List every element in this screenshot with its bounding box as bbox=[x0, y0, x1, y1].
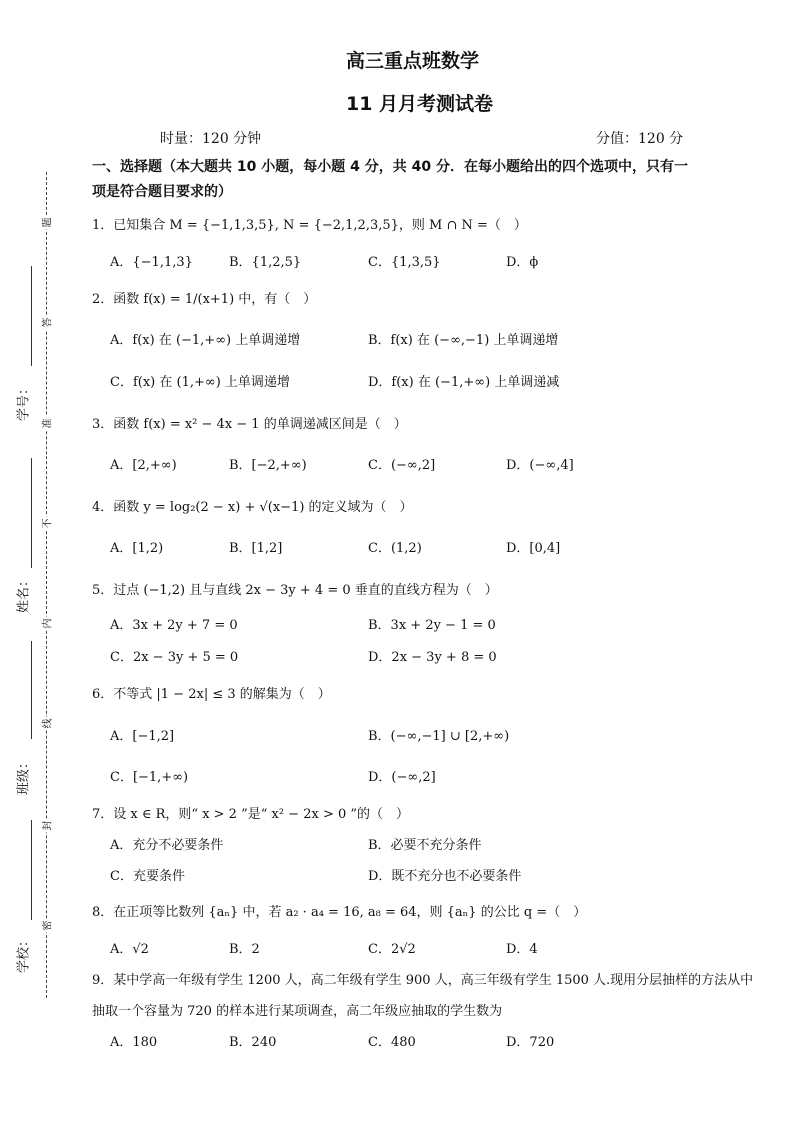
q6-option-b[interactable]: B．(−∞,−1] ∪ [2,+∞) bbox=[368, 729, 510, 744]
q3-option-b[interactable]: B．[−2,+∞) bbox=[229, 458, 307, 473]
page-subtitle: 11 月月考测试卷 bbox=[346, 93, 494, 115]
name-label: 姓名： bbox=[16, 574, 32, 614]
q2-option-d[interactable]: D．f(x) 在 (−1,+∞) 上单调递减 bbox=[368, 375, 560, 390]
q6-option-d[interactable]: D．(−∞,2] bbox=[368, 770, 436, 785]
q1-option-a[interactable]: A．{−1,1,3} bbox=[110, 255, 193, 270]
class-label: 班级： bbox=[16, 756, 32, 796]
question-5: 5．过点 (−1,2) 且与直线 2x − 3y + 4 = 0 垂直的直线方程为（ ） bbox=[92, 583, 498, 598]
q3-option-d[interactable]: D．(−∞,4] bbox=[506, 458, 574, 473]
seal-char: 线 bbox=[39, 717, 54, 731]
q2-option-b[interactable]: B．f(x) 在 (−∞,−1) 上单调递增 bbox=[368, 333, 559, 348]
q5-option-c[interactable]: C．2x − 3y + 5 = 0 bbox=[110, 650, 239, 665]
time-limit: 时量：120 分钟 bbox=[160, 131, 262, 147]
section-heading-cont: 项是符合题目要求的） bbox=[92, 184, 232, 200]
q8-option-a[interactable]: A．√2 bbox=[110, 942, 149, 957]
question-1: 1．已知集合 M = {−1,1,3,5}, N = {−2,1,2,3,5}，则 M ∩ N =（ ） bbox=[92, 218, 527, 233]
question-9-cont: 抽取一个容量为 720 的样本进行某项调查，高二年级应抽取的学生数为 bbox=[92, 1004, 503, 1019]
q9-option-d[interactable]: D．720 bbox=[506, 1035, 555, 1050]
q4-option-d[interactable]: D．[0,4] bbox=[506, 541, 561, 556]
q6-option-a[interactable]: A．[−1,2] bbox=[110, 729, 175, 744]
q6-option-c[interactable]: C．[−1,+∞) bbox=[110, 770, 189, 785]
seal-char: 密 bbox=[39, 919, 54, 933]
q1-option-c[interactable]: C．{1,3,5} bbox=[368, 255, 441, 270]
question-2: 2．函数 f(x) = 1/(x+1) 中，有（ ） bbox=[92, 292, 317, 307]
seal-char: 答 bbox=[39, 316, 54, 330]
q1-option-b[interactable]: B．{1,2,5} bbox=[229, 255, 302, 270]
question-9: 9．某中学高一年级有学生 1200 人，高二年级有学生 900 人，高三年级有学生 1500 人.现用分层抽样的方法从中 bbox=[92, 973, 754, 988]
q5-option-b[interactable]: B．3x + 2y − 1 = 0 bbox=[368, 618, 496, 633]
q8-option-c[interactable]: C．2√2 bbox=[368, 942, 416, 957]
seal-char: 题 bbox=[39, 216, 54, 230]
q5-option-d[interactable]: D．2x − 3y + 8 = 0 bbox=[368, 650, 497, 665]
question-3: 3．函数 f(x) = x² − 4x − 1 的单调递减区间是（ ） bbox=[92, 417, 407, 432]
q9-option-a[interactable]: A．180 bbox=[110, 1035, 158, 1050]
q9-option-b[interactable]: B．240 bbox=[229, 1035, 277, 1050]
q4-option-c[interactable]: C．(1,2) bbox=[368, 541, 422, 556]
school-label: 学校： bbox=[16, 934, 32, 974]
section-heading: 一、选择题（本大题共 10 小题，每小题 4 分，共 40 分．在每小题给出的四个选项中，只有一 bbox=[92, 159, 688, 175]
q2-option-a[interactable]: A．f(x) 在 (−1,+∞) 上单调递增 bbox=[110, 333, 301, 348]
q5-option-a[interactable]: A．3x + 2y + 7 = 0 bbox=[110, 618, 238, 633]
q4-option-a[interactable]: A．[1,2) bbox=[110, 541, 164, 556]
seal-char: 内 bbox=[39, 617, 54, 631]
q7-option-b[interactable]: B．必要不充分条件 bbox=[368, 838, 482, 853]
question-8: 8．在正项等比数列 {aₙ} 中，若 a₂ · a₄ = 16, a₈ = 64，则 {aₙ} 的公比 q =（ ） bbox=[92, 905, 587, 920]
seal-char: 准 bbox=[39, 417, 54, 431]
seal-char: 不 bbox=[39, 517, 54, 531]
q7-option-c[interactable]: C．充要条件 bbox=[110, 869, 185, 884]
q8-option-b[interactable]: B．2 bbox=[229, 942, 260, 957]
q9-option-c[interactable]: C．480 bbox=[368, 1035, 416, 1050]
question-6: 6．不等式 |1 − 2x| ≤ 3 的解集为（ ） bbox=[92, 687, 331, 702]
q4-option-b[interactable]: B．[1,2] bbox=[229, 541, 283, 556]
q7-option-a[interactable]: A．充分不必要条件 bbox=[110, 838, 224, 853]
q8-option-d[interactable]: D．4 bbox=[506, 942, 538, 957]
q3-option-c[interactable]: C．(−∞,2] bbox=[368, 458, 436, 473]
seal-char: 封 bbox=[39, 819, 54, 833]
question-4: 4．函数 y = log₂(2 − x) + √(x−1) 的定义域为（ ） bbox=[92, 500, 413, 515]
q2-option-c[interactable]: C．f(x) 在 (1,+∞) 上单调递增 bbox=[110, 375, 290, 390]
student-id-label: 学号： bbox=[16, 382, 32, 422]
q1-option-d[interactable]: D．ϕ bbox=[506, 255, 539, 270]
q3-option-a[interactable]: A．[2,+∞) bbox=[110, 458, 177, 473]
q7-option-d[interactable]: D．既不充分也不必要条件 bbox=[368, 869, 522, 884]
page-title: 高三重点班数学 bbox=[346, 50, 480, 72]
total-score: 分值：120 分 bbox=[596, 131, 684, 147]
question-7: 7．设 x ∈ R，则“ x > 2 ”是“ x² − 2x > 0 ”的（ ） bbox=[92, 807, 410, 822]
